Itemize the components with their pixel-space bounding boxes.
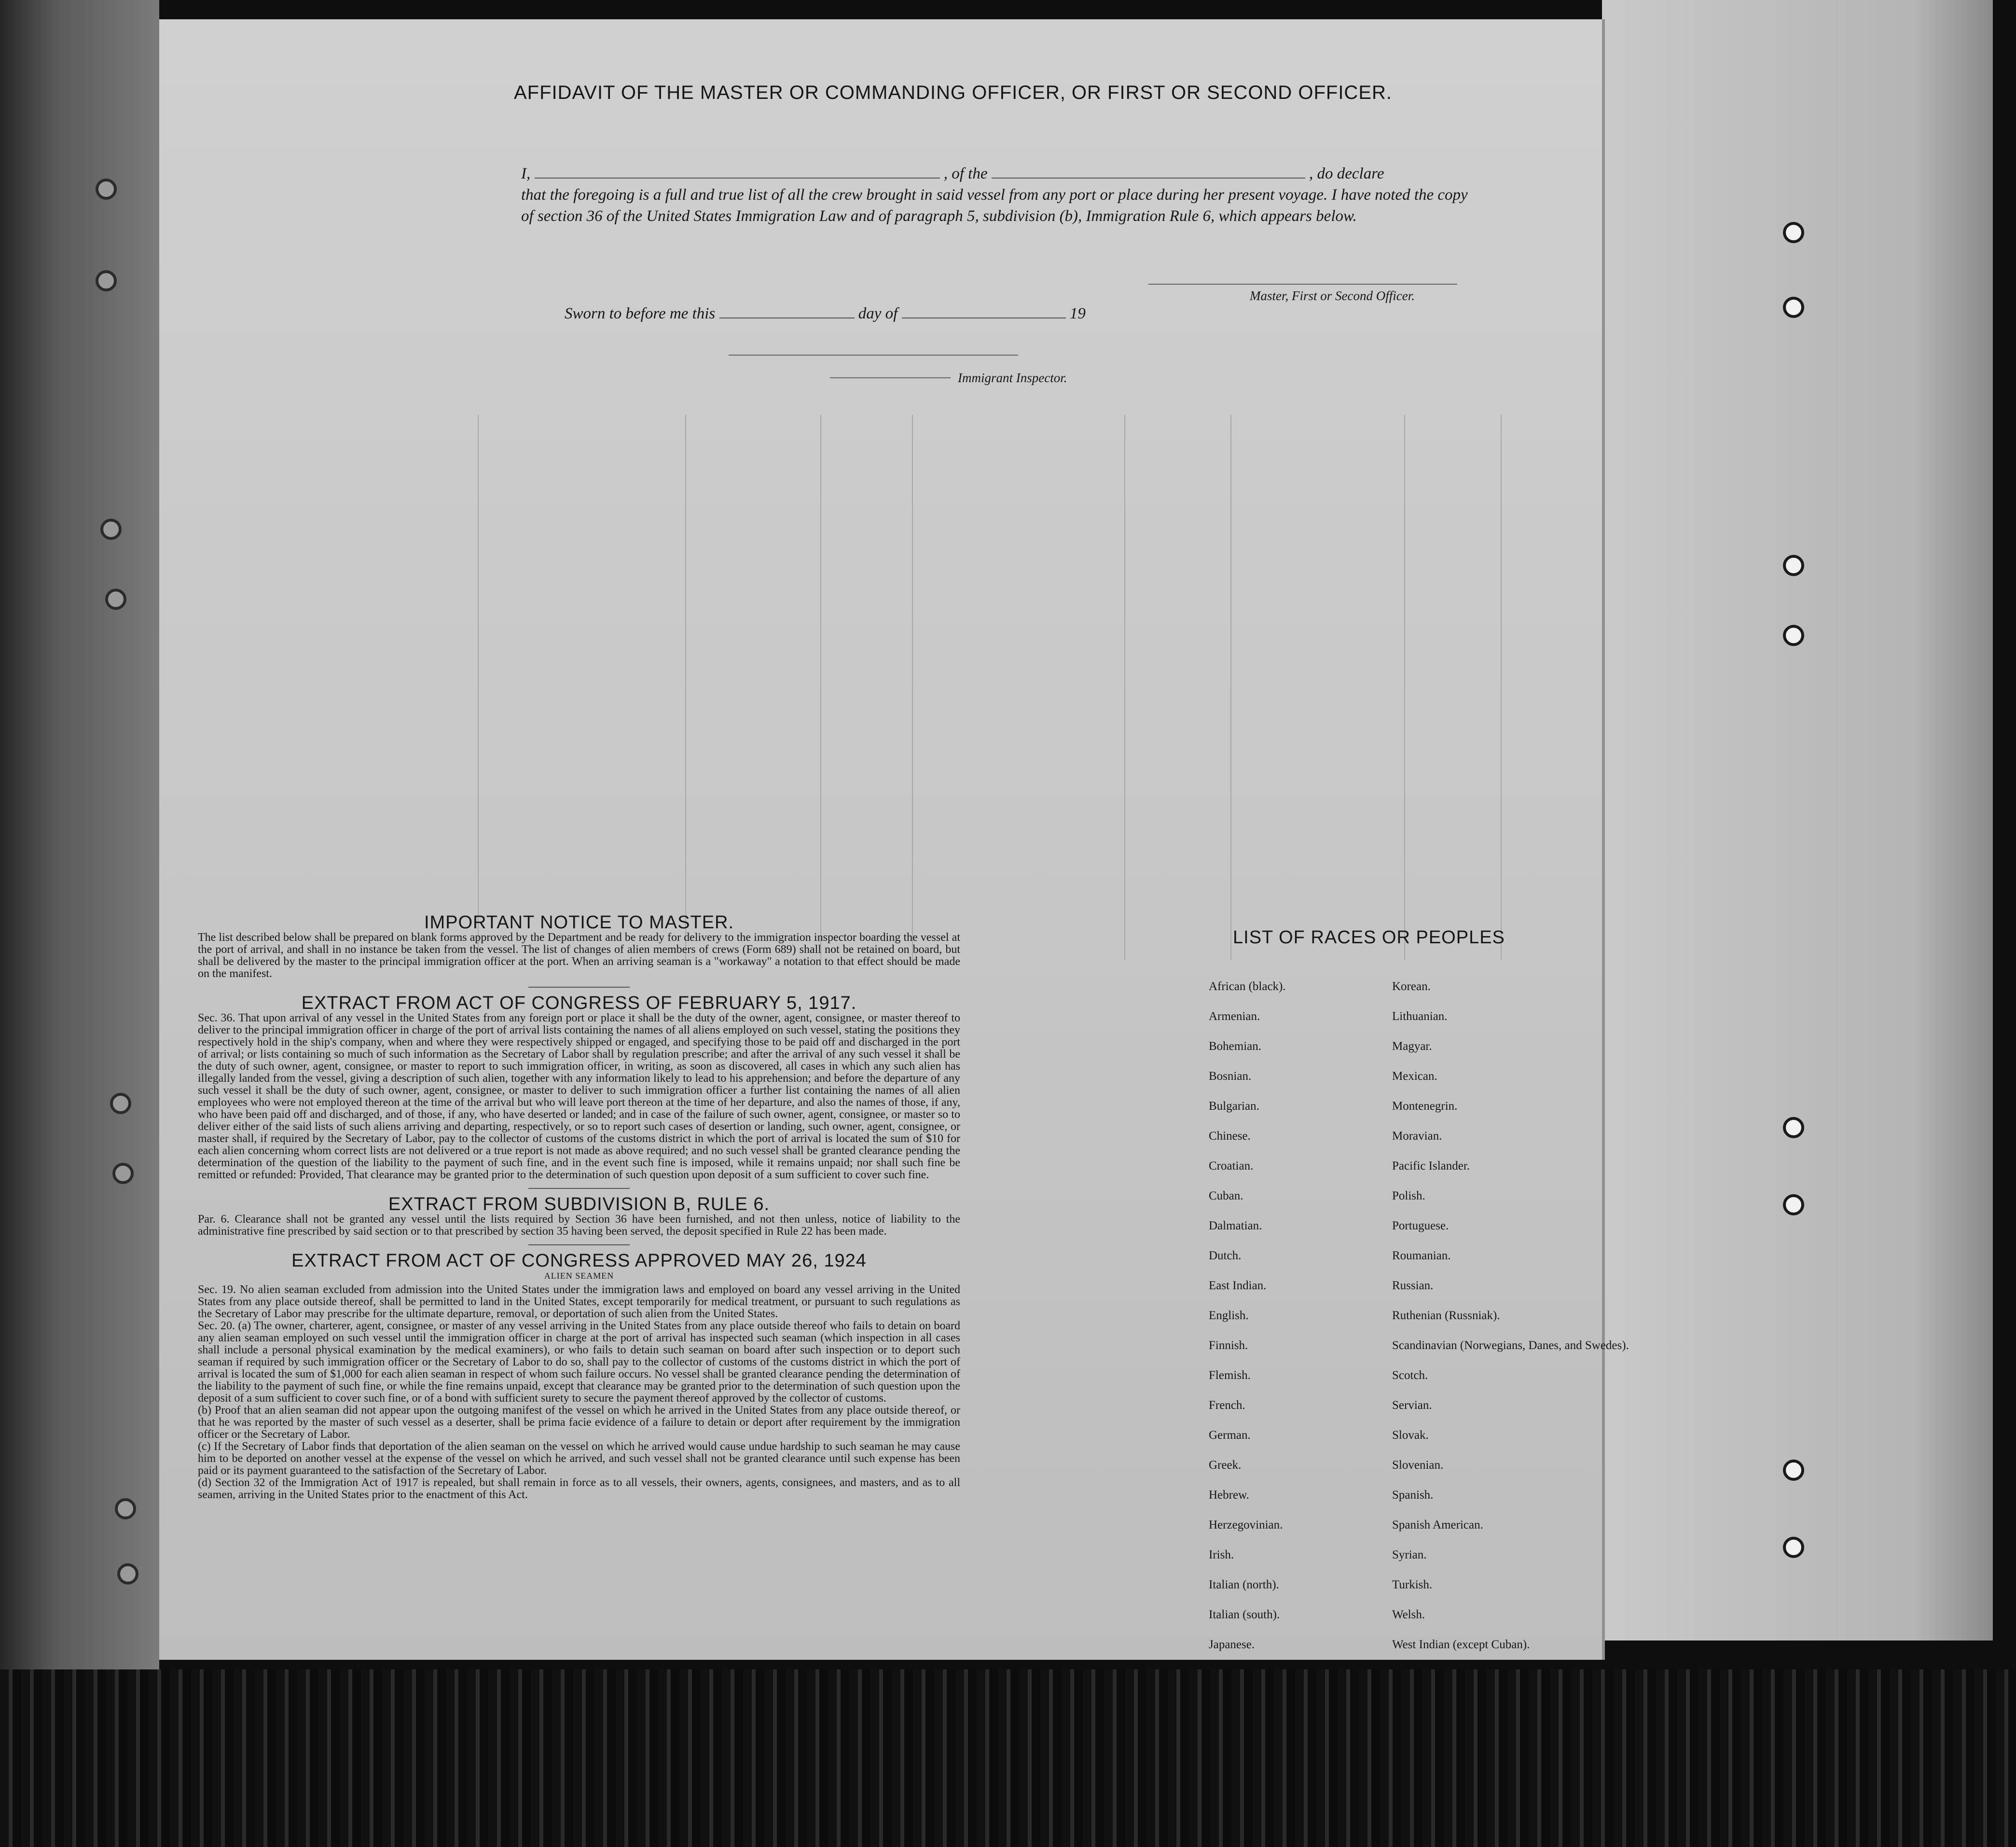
sworn-year: 19 <box>1069 305 1086 322</box>
punch-hole <box>1783 1537 1804 1558</box>
sworn-day-blank[interactable] <box>719 304 855 318</box>
race-item: Roumanian. <box>1392 1249 1451 1262</box>
affidavit-i-label: I, <box>521 165 531 182</box>
notice-text: The list described below shall be prepared on blank forms approved by the Department and be ready for delivery to the immigration inspector boarding the vessel at the port of arrival, and shall in no instance be taken from the vessel. The list of changes of alien members of crews (Form 689) shall not be retained on board, but shall be delivered by the master to the principal immigration officer at the port. When an arriving seaman is a "workaway" a notation to that effect should be made on the manifest. <box>198 931 960 980</box>
binder-hole <box>96 270 117 291</box>
affidavit-body-text: that the foregoing is a full and true list of all the crew brought in said vessel from any port or place during her present voyage. I have noted the copy of section 36 of the United States Immigration Law and of paragraph 5, subdivision (b), Immigration Rule 6, which appears below. <box>521 186 1468 225</box>
sworn-prefix: Sworn to before me this <box>565 305 716 322</box>
table-column-line <box>478 415 479 960</box>
inspector-signature-line[interactable] <box>729 355 1018 356</box>
race-item: Syrian. <box>1392 1548 1427 1561</box>
race-item: Dutch. <box>1209 1249 1242 1262</box>
race-item: Servian. <box>1392 1399 1432 1412</box>
race-item: Lithuanian. <box>1392 1010 1448 1023</box>
race-item: Finnish. <box>1209 1339 1248 1352</box>
punch-hole <box>1783 1194 1804 1215</box>
table-column-line <box>912 415 913 960</box>
section-divider <box>528 1188 630 1189</box>
table-column-line <box>685 415 686 960</box>
race-item: Portuguese. <box>1392 1219 1449 1232</box>
race-item: Dalmatian. <box>1209 1219 1262 1232</box>
race-item: Moravian. <box>1392 1130 1442 1143</box>
extract-1924-sec20a: Sec. 20. (a) The owner, charterer, agent, consignee, or master of any vessel arriving in the United States from any place outside thereof who fails to detain on board any alien seaman employed on such vessel until the immigration officer in charge at the port of arrival has inspected such seaman (which inspection in all cases shall include a personal physical examination by the medical examiners), or who fails to detain such seaman on board after such inspection or to deport such seaman if required by such immigration officer or the Secretary of Labor to do so, shall pay to the collector of customs of the customs district in which the port of arrival is located the sum of $1,000 for each alien seaman in respect of whom such failure occurs. No vessel shall be granted clearance pending the determination of the liability to the payment of such fine, or while the fine remains unpaid, except that clearance may be granted prior to the determination of such question upon the deposit of a sum sufficient to cover such fine, or of a bond with sufficient surety to secure the payment thereof approved by the collector of customs. <box>198 1320 960 1405</box>
race-item: Bulgarian. <box>1209 1100 1259 1113</box>
inspector-signature-line-short <box>830 377 951 378</box>
affidavit-statement <box>521 163 1477 227</box>
race-item: Mexican. <box>1392 1070 1437 1083</box>
officer-name-blank[interactable] <box>535 164 940 179</box>
race-item: Scandinavian (Norwegians, Danes, and Swedes). <box>1392 1339 1629 1352</box>
races-list-right <box>1392 979 1629 1668</box>
binder-hole <box>96 179 117 200</box>
binder-hole <box>117 1563 138 1585</box>
inspector-label: Immigrant Inspector. <box>958 371 1067 385</box>
race-item: Greek. <box>1209 1459 1242 1472</box>
race-item: Croatian. <box>1209 1159 1254 1172</box>
notice-title: IMPORTANT NOTICE TO MASTER. <box>424 912 734 933</box>
punch-hole <box>1783 222 1804 243</box>
race-item: Flemish. <box>1209 1369 1251 1382</box>
race-item: Polish. <box>1392 1189 1425 1202</box>
punch-hole <box>1783 625 1804 646</box>
extract-rule6-title: EXTRACT FROM SUBDIVISION B, RULE 6. <box>388 1194 770 1214</box>
scanner-bottom-edge <box>0 1669 2016 1847</box>
race-item: Bosnian. <box>1209 1070 1252 1083</box>
race-item: Scotch. <box>1392 1369 1428 1382</box>
punch-hole <box>1783 1117 1804 1138</box>
sworn-day-of: day of <box>858 305 898 322</box>
race-item: Slovenian. <box>1392 1459 1444 1472</box>
race-item: Slovak. <box>1392 1429 1429 1442</box>
binder-hole <box>110 1093 131 1114</box>
race-item: Ruthenian (Russniak). <box>1392 1309 1500 1322</box>
race-item: English. <box>1209 1309 1249 1322</box>
extract-1924-subtitle: ALIEN SEAMEN <box>544 1271 614 1281</box>
race-item: Chinese. <box>1209 1130 1251 1143</box>
race-item: Italian (south). <box>1209 1608 1280 1621</box>
race-item: Montenegrin. <box>1392 1100 1458 1113</box>
punch-hole <box>1783 1460 1804 1481</box>
races-list-title: LIST OF RACES OR PEOPLES <box>1233 927 1505 948</box>
race-item: Italian (north). <box>1209 1578 1279 1591</box>
race-item: Cuban. <box>1209 1189 1243 1202</box>
affidavit-declare-label: , do declare <box>1309 165 1384 182</box>
sworn-line <box>565 304 1086 323</box>
race-item: Bohemian. <box>1209 1040 1262 1053</box>
race-item: Irish. <box>1209 1548 1234 1561</box>
binder-hole <box>100 519 122 540</box>
extract-1917-text: Sec. 36. That upon arrival of any vessel in the United States from any foreign port or place it shall be the duty of the owner, agent, consignee, or master thereof to deliver to the principal immigration officer in charge of the port of arrival lists containing the names of all aliens employed on such vessel, stating the positions they respectively hold in the ship's company, when and where they were respectively shipped or engaged, and specifying those to be paid off and discharged in the port of arrival; or lists containing so much of such information as the Secretary of Labor shall by regulation prescribe; and after the arrival of any such vessel it shall be the duty of such owner, agent, consignee, or master to report to such immigration officer, in writing, as soon as discovered, all cases in which any such alien has illegally landed from the vessel, giving a description of such alien, together with any information likely to lead to his apprehension; and before the departure of any such vessel it shall be the duty of such owner, agent, consignee, or master to deliver to such immigration officer a further list containing the names of all alien employees who were not employed thereon at the time of the arrival but who will leave port thereon at the time of her departure, and also the names of those, if any, who have been paid off and discharged, and of those, if any, who have deserted or landed; and in case of the failure of such owner, agent, consignee, or master so to deliver either of the said lists of such aliens arriving and departing, respectively, or so to report such cases of desertion or landing, such owner, agent, consignee, or master shall, if required by the Secretary of Labor, pay to the collector of customs of the customs district in which the port of arrival is located the sum of $10 for each alien concerning whom correct lists are not delivered or a true report is not made as above required; and no such vessel shall be granted clearance pending the determination of the question of the liability to the payment of such fine, and in the event such fine is imposed, while it remains unpaid; nor shall such fine be remitted or refunded: Provided, That clearance may be granted prior to the determination of such question upon deposit of a sum sufficient to cover such fine. <box>198 1012 960 1181</box>
table-column-line <box>1230 415 1231 960</box>
race-item: Armenian. <box>1209 1010 1260 1023</box>
signature-line[interactable] <box>1148 284 1457 285</box>
sworn-month-blank[interactable] <box>902 304 1066 318</box>
race-item: Spanish. <box>1392 1489 1434 1502</box>
race-item: Welsh. <box>1392 1608 1425 1621</box>
races-list-left <box>1209 979 1286 1668</box>
binder-hole <box>112 1163 134 1184</box>
race-item: German. <box>1209 1429 1251 1442</box>
race-item: Turkish. <box>1392 1578 1433 1591</box>
race-item: Pacific Islander. <box>1392 1159 1470 1172</box>
section-divider <box>528 987 630 988</box>
extract-1924-sec20c: (c) If the Secretary of Labor finds that deportation of the alien seaman on the vessel on which he arrived would cause undue hardship to such seaman he may cause him to be deported on another vessel at the expense of the vessel on which he arrived, and such vessel shall not be granted clearance until such expense has been paid or its payment guaranteed to the satisfaction of the Secretary of Labor. <box>198 1440 960 1477</box>
race-item: Herzegovinian. <box>1209 1518 1283 1531</box>
race-item: Hebrew. <box>1209 1489 1249 1502</box>
binder-hole <box>105 589 126 610</box>
extract-1917-title: EXTRACT FROM ACT OF CONGRESS OF FEBRUARY 5, 1917. <box>301 993 857 1013</box>
race-item: Korean. <box>1392 980 1431 993</box>
punch-hole <box>1783 297 1804 318</box>
affidavit-title: AFFIDAVIT OF THE MASTER OR COMMANDING OFFICER, OR FIRST OR SECOND OFFICER. <box>514 82 1392 103</box>
affidavit-of-the-label: , of the <box>943 165 988 182</box>
race-item: French. <box>1209 1399 1245 1412</box>
signature-label: Master, First or Second Officer. <box>1250 289 1415 303</box>
extract-rule6-text: Par. 6. Clearance shall not be granted any vessel until the lists required by Section 36 have been furnished, and not then unless, notice of liability to the administrative fine prescribed by said section or to that prescribed by section 35 having been served, the deposit specified in Rule 22 has been made. <box>198 1213 960 1238</box>
binder-hole <box>115 1498 136 1519</box>
punch-hole <box>1783 555 1804 576</box>
vessel-name-blank[interactable] <box>992 164 1305 179</box>
affidavit-first-line <box>521 163 1477 184</box>
table-column-line <box>1501 415 1502 960</box>
extract-1924-sec19: Sec. 19. No alien seaman excluded from admission into the United States under the immigration laws and employed on board any vessel arriving in the United States from any place outside thereof, shall be permitted to land in the United States, except temporarily for medical treatment, or pursuant to such regulations as the Secretary of Labor may prescribe for the ultimate departure, removal, or deportation of such alien from the United States. <box>198 1283 960 1320</box>
race-item: African (black). <box>1209 980 1286 993</box>
table-column-line <box>1124 415 1125 960</box>
race-item: Russian. <box>1392 1279 1434 1292</box>
extract-1924-sec20d: (d) Section 32 of the Immigration Act of 1917 is repealed, but shall remain in force as to all vessels, their owners, agents, consignees, and masters, and as to all seamen, arriving in the United States prior to the enactment of this Act. <box>198 1476 960 1501</box>
table-column-line <box>1404 415 1405 960</box>
race-item: Magyar. <box>1392 1040 1432 1053</box>
section-divider <box>528 1244 630 1245</box>
extract-1924-title: EXTRACT FROM ACT OF CONGRESS APPROVED MAY 26, 1924 <box>291 1251 867 1271</box>
race-item: East Indian. <box>1209 1279 1267 1292</box>
race-item: West Indian (except Cuban). <box>1392 1638 1530 1651</box>
legal-notices <box>198 912 960 1501</box>
race-item: Spanish American. <box>1392 1518 1483 1531</box>
extract-1924-sec20b: (b) Proof that an alien seaman did not appear upon the outgoing manifest of the vessel on which he arrived in the United States from any place outside thereof, or that he was reported by the master of such vessel as a deserter, shall be prima facie evidence of a failure to detain or deport after requirement by the immigration officer or the Secretary of Labor. <box>198 1404 960 1441</box>
binder-strip <box>0 0 159 1669</box>
table-column-line <box>820 415 821 960</box>
race-item: Japanese. <box>1209 1638 1255 1651</box>
underlying-sheet <box>1602 0 1993 1640</box>
